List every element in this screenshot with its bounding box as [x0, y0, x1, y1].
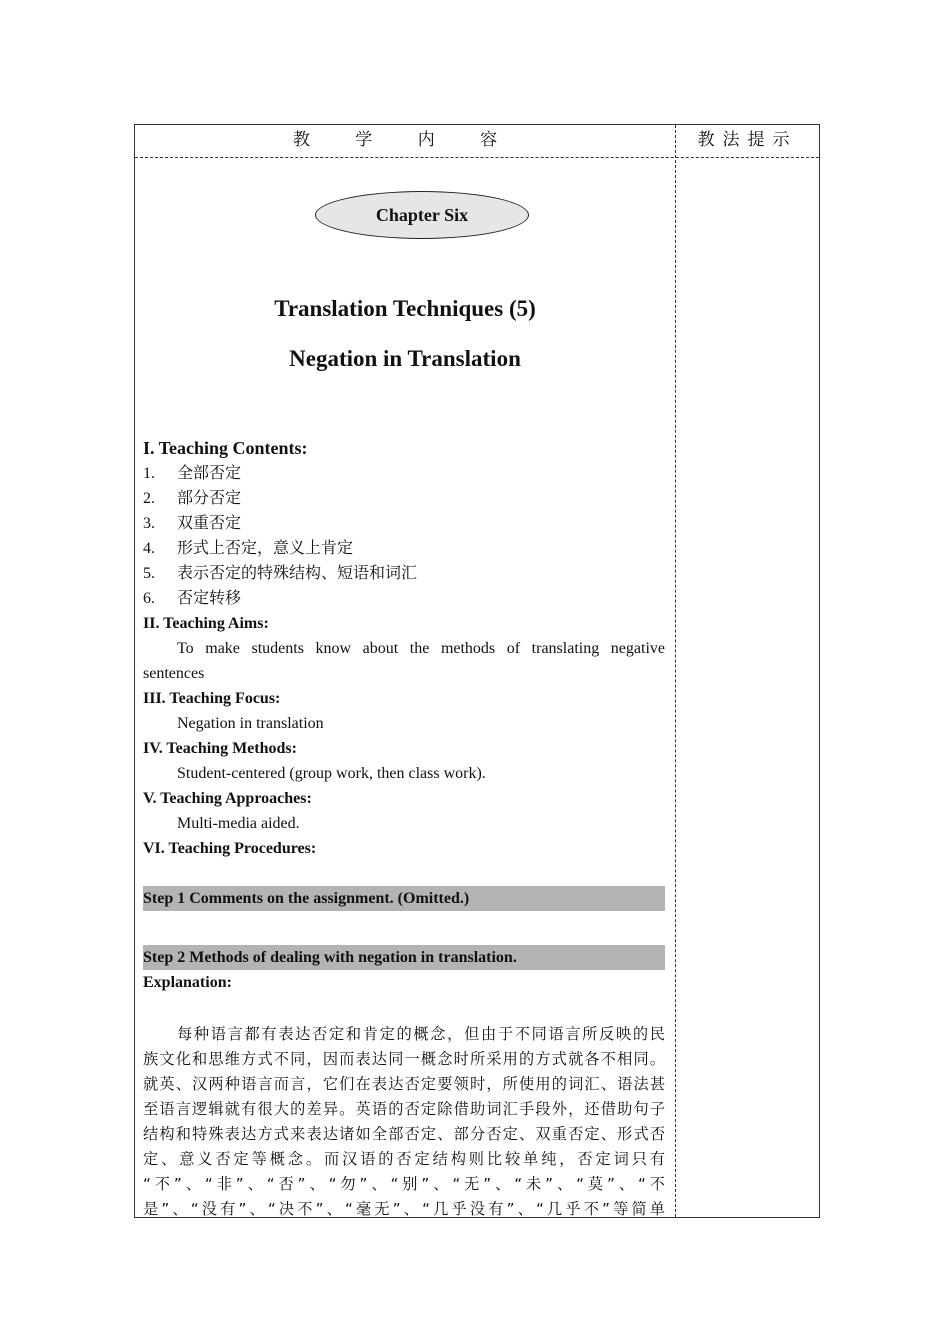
methods-text: Student-centered (group work, then class work). [177, 765, 486, 782]
paragraph-line: 族文化和思维方式不同，因而表达同一概念时所采用的方式就各不相同。 [143, 1050, 665, 1068]
list-text: 形式上否定，意义上肯定 [177, 540, 354, 557]
step-2-heading: Step 2 Methods of dealing with negation in translation. [143, 945, 665, 970]
column-divider [675, 125, 676, 1217]
chapter-label: Chapter Six [375, 204, 469, 225]
paragraph-line: 至语言逻辑就有很大的差异。英语的否定除借助词汇手段外，还借助句子 [143, 1100, 665, 1118]
focus-text: Negation in translation [177, 715, 324, 732]
section-heading-contents: I. Teaching Contents: [143, 438, 308, 458]
spacer [143, 861, 665, 886]
explanation-label: Explanation: [143, 974, 232, 991]
header-teaching-hints: 教法提示 [697, 130, 798, 150]
step-1-heading: Step 1 Comments on the assignment. (Omitted.) [143, 886, 665, 911]
lesson-body [143, 436, 665, 1217]
list-number: 3. [143, 515, 155, 532]
list-item [143, 536, 665, 561]
list-number: 5. [143, 565, 155, 582]
teaching-content-column [143, 158, 667, 1217]
paragraph-line: “不”、“非”、“否”、“勿”、“别”、“无”、“未”、“莫”、“不 [143, 1175, 665, 1193]
paragraph-line: 每种语言都有表达否定和肯定的概念，但由于不同语言所反映的民 [177, 1025, 665, 1043]
spacer [143, 995, 665, 1020]
aims-text-line-2: sentences [143, 665, 205, 682]
list-number: 4. [143, 540, 155, 557]
approaches-text: Multi-media aided. [177, 815, 300, 832]
list-text: 否定转移 [177, 590, 242, 607]
section-heading-approaches: V. Teaching Approaches: [143, 790, 312, 807]
aims-text-line-1: To make students know about the methods of translating negative [177, 640, 665, 657]
section-heading-aims: II. Teaching Aims: [143, 615, 269, 632]
list-text: 部分否定 [177, 490, 242, 507]
section-heading-procedures: VI. Teaching Procedures: [143, 840, 317, 857]
list-item [143, 561, 665, 586]
list-number: 6. [143, 590, 155, 607]
section-heading-methods: IV. Teaching Methods: [143, 740, 297, 757]
list-number: 2. [143, 490, 155, 507]
chapter-oval [315, 191, 529, 239]
title-line-1: Translation Techniques (5) [274, 296, 536, 321]
header-teaching-content: 教 学 内 容 [292, 130, 518, 150]
section-heading-focus: III. Teaching Focus: [143, 690, 281, 707]
lesson-table [134, 124, 820, 1218]
list-item [143, 486, 665, 511]
list-text: 双重否定 [177, 515, 242, 532]
list-item [143, 461, 665, 486]
paragraph-line: 结构和特殊表达方式来表达诸如全部否定、部分否定、双重否定、形式否 [143, 1125, 665, 1143]
paragraph-line: 就英、汉两种语言而言，它们在表达否定要领时，所使用的词汇、语法甚 [143, 1075, 665, 1093]
list-text: 表示否定的特殊结构、短语和词汇 [177, 565, 418, 582]
list-item [143, 511, 665, 536]
list-number: 1. [143, 465, 155, 482]
list-item [143, 586, 665, 611]
list-text: 全部否定 [177, 465, 242, 482]
paragraph-line: 是”、“没有”、“决不”、“毫无”、“几乎没有”、“几乎不”等简单 [143, 1200, 665, 1217]
title-line-2: Negation in Translation [289, 346, 521, 371]
spacer [143, 911, 665, 936]
paragraph-line: 定、意义否定等概念。而汉语的否定结构则比较单纯，否定词只有 [143, 1150, 665, 1168]
spacer [143, 936, 665, 945]
